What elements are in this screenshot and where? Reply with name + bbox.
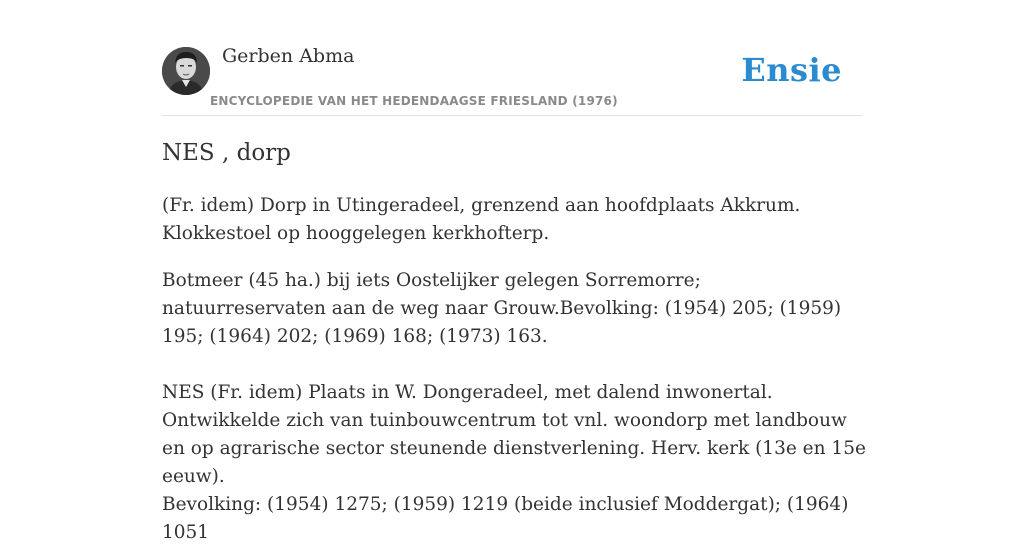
ensie-logo[interactable]: Ensie [741, 51, 842, 89]
portrait-icon [162, 47, 210, 95]
entry-paragraph: Bevolking: (1954) 1275; (1959) 1219 (beide inclusief Moddergat); (1964) 1051 [162, 494, 849, 543]
entry-paragraph: NES (Fr. idem) Plaats in W. Dongeradeel, met dalend inwonertal. Ontwikkelde zich van tuinbouwcentrum tot vnl. woondorp met landbouw en op agrarische sector steunende dienstverlening. Herv. kerk (13e en 15e eeuw). [162, 382, 866, 487]
entry-title: NES , dorp [162, 140, 291, 166]
entry-paragraph: (Fr. idem) Dorp in Utingeradeel, grenzend aan hoofdplaats Akkrum. Klokkestoel op hooggelegen kerkhofterp. [162, 195, 801, 244]
entry-header [162, 0, 862, 116]
entry-paragraph: Botmeer (45 ha.) bij iets Oostelijker gelegen Sorremorre; natuurreservaten aan de weg naar Grouw.Bevolking: (1954) 205; (1959) 195; (1964) 202; (1969) 168; (1973) 163. [162, 270, 842, 347]
entry-page [162, 0, 866, 543]
source-label[interactable]: ENCYCLOPEDIE VAN HET HEDENDAAGSE FRIESLAND (1976) [210, 94, 618, 108]
author-name[interactable]: Gerben Abma [222, 45, 355, 67]
author-avatar[interactable] [162, 47, 210, 95]
